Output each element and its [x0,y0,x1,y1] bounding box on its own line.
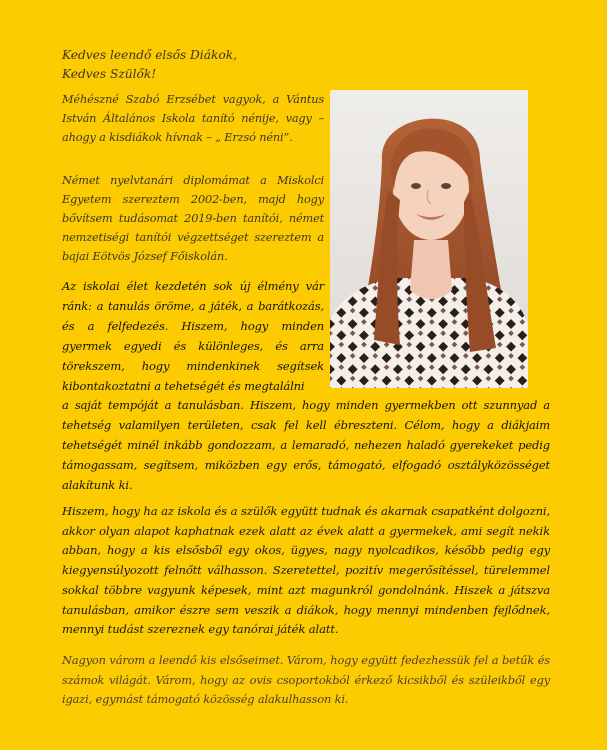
closing-paragraph: Nagyon várom a leendő kis elsőseimet. Várom, hogy együtt fedezhessük fel a betűk és számok világát. Várom, hogy az ovis csoportokból érkező kicsikből és szüleikből egy igazi, egymást támogató közösség alakulhasson ki. [62,653,550,706]
greeting-line-parents: Kedves Szülők! [62,67,157,81]
school-life-text-continued: a saját tempóját a tanulásban. Hiszem, hogy minden gyermekben ott szunnyad a tehetség valamilyen területen, csak fel kell ébreszteni. Célom, hogy a diákjaim tehetségét minél inkább gondozzam, a lemaradó, nehezen haladó gyerekeket pedig támogassam, segítsem, miközben egy erős, támogató, elfogadó osztályközösséget alakítunk ki. [62,398,550,492]
teacher-portrait-icon [330,90,528,388]
diploma-paragraph: Német nyelvtanári diplomámat a Miskolci Egyetem szereztem 2002-ben, majd hogy bővítsem tudásomat 2019-ben tanítói, német nemzetiségi tanítói végzettséget szereztem a bajai Eötvös József Főiskolán. [62,174,324,263]
school-life-paragraph [62,277,322,396]
school-life-text-beside-photo: Az iskolai élet kezdetén sok új élmény vár ránk: a tanulás öröme, a játék, a barátkozás, és a felfedezés. Hiszem, hogy minden gyermek egyedi és különleges, és arra törekszem, hogy mindenkinek segítsek kibontakoztatni a tehetségét és megtalálni [62,279,324,393]
intro-paragraph: Méhészné Szabó Erzsébet vagyok, a Vántus István Általános Iskola tanító nénije, vagy – ahogy a kisdiákok hívnak – „ Erzsó néni”. [62,93,324,144]
cooperation-paragraph: Hiszem, hogy ha az iskola és a szülők együtt tudnak és akarnak csapatként dolgozni, akkor olyan alapot kaphatnak ezek alatt az évek alatt a gyermekek, ami segít nekik abban, hogy a kis elsősből egy okos, ügyes, nagy nyolcadikos, később pedig egy kiegyensúlyozott felnőtt válhasson. Szeretettel, pozitív megerősítéssel, türelemmel sokkal többre vagyunk képesek, mint azt magunkról gondolnánk. Hiszek a játszva tanulásban, amikor észre sem veszik a diákok, hogy mennyi mindenben fejlődnek, mennyi tudást szereznek egy tanórai játék alatt. [62,504,550,637]
teacher-portrait-photo [330,90,528,388]
greeting [62,46,362,84]
greeting-line-students: Kedves leendő elsős Diákok, [62,48,237,62]
